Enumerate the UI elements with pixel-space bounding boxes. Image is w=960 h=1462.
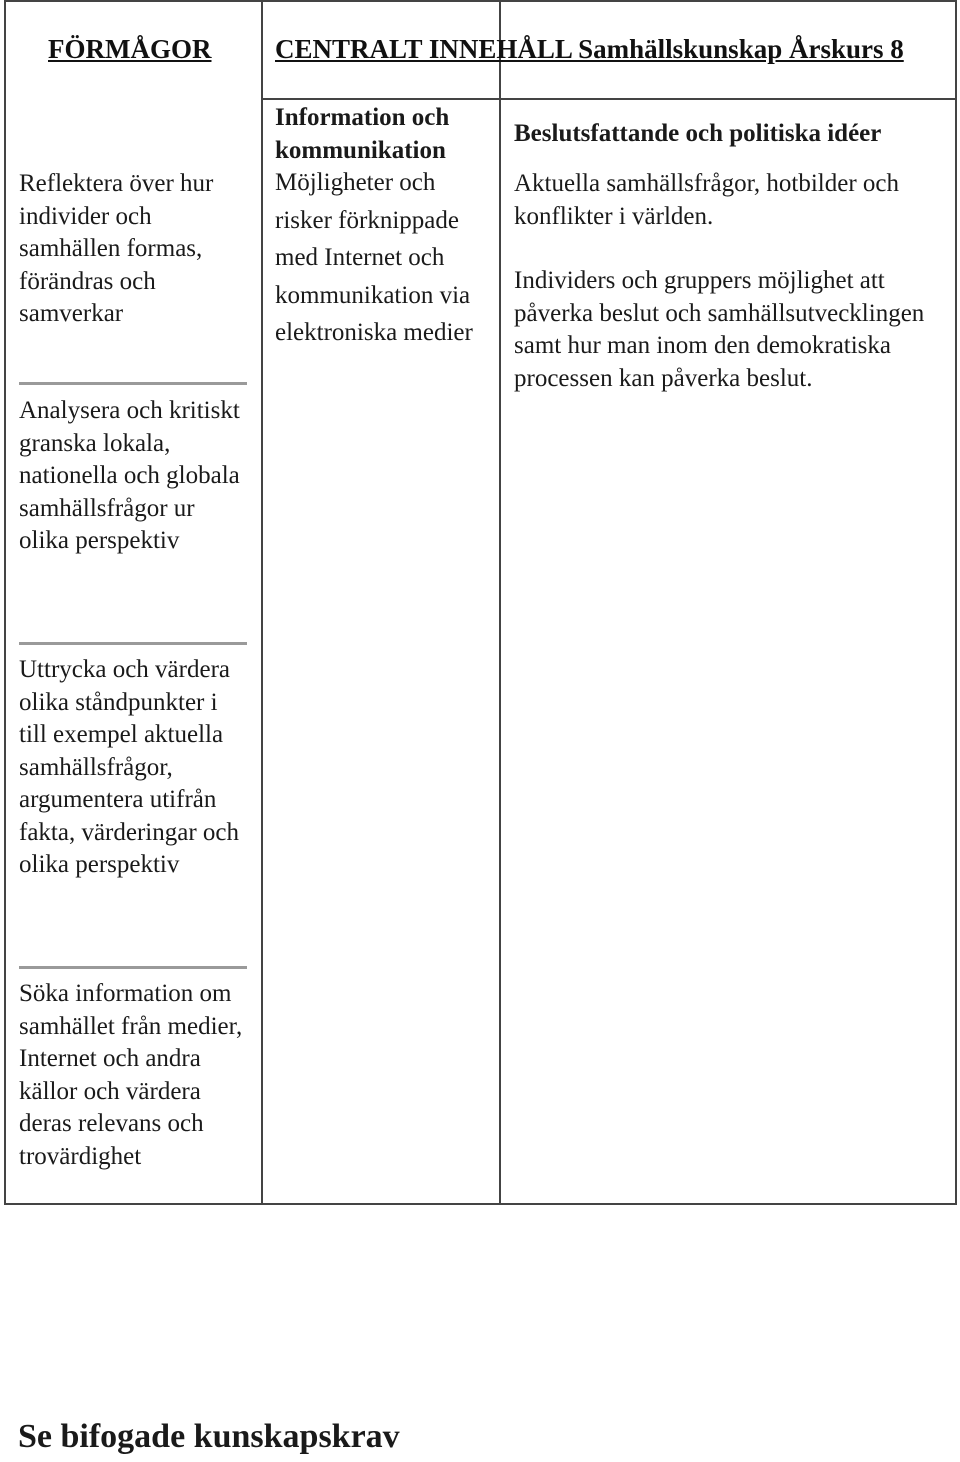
header-row-divider bbox=[261, 98, 955, 100]
formaga-uttrycka: Uttrycka och värdera olika ståndpunkter i till exempel aktuella samhällsfrågor, argumentera utifrån fakta, värderingar och olika perspektiv bbox=[19, 656, 240, 878]
formaga-separator-1 bbox=[19, 382, 247, 385]
header-centralt-innehall bbox=[275, 34, 904, 65]
column-divider-2 bbox=[499, 2, 501, 1203]
formaga-soka: Söka information om samhället från medier, Internet och andra källor och värdera deras relevans och trovärdighet bbox=[19, 980, 243, 1170]
info-heading: Information och kommunikation bbox=[275, 104, 450, 164]
beslut-heading: Beslutsfattande och politiska idéer bbox=[514, 120, 882, 147]
beslut-paragraph-1: Aktuella samhällsfrågor, hotbilder och konflikter i världen. bbox=[514, 170, 899, 230]
formaga-analysera: Analysera och kritiskt granska lokala, nationella och globala samhällsfrågor ur olika perspektiv bbox=[19, 397, 240, 554]
header-centralt-innehall-text: CENTRALT INNEHÅLL Samhällskunskap Årskurs 8 bbox=[275, 34, 904, 64]
formaga-separator-2 bbox=[19, 642, 247, 645]
beslut-paragraph-2: Individers och gruppers möjlighet att påverka beslut och samhällsutvecklingen samt hur man inom den demokratiska processen kan påverka beslut. bbox=[514, 267, 925, 392]
formaga-separator-3 bbox=[19, 966, 247, 969]
footer-kunskapskrav: Se bifogade kunskapskrav bbox=[18, 1418, 400, 1455]
header-formagor: FÖRMÅGOR bbox=[48, 34, 212, 64]
formaga-reflektera: Reflektera över hur individer och samhällen formas, förändras och samverkar bbox=[19, 170, 214, 327]
column-divider-1 bbox=[261, 2, 263, 1203]
info-text: Möjligheter och risker förknippade med Internet och kommunikation via elektroniska medier bbox=[275, 169, 473, 346]
